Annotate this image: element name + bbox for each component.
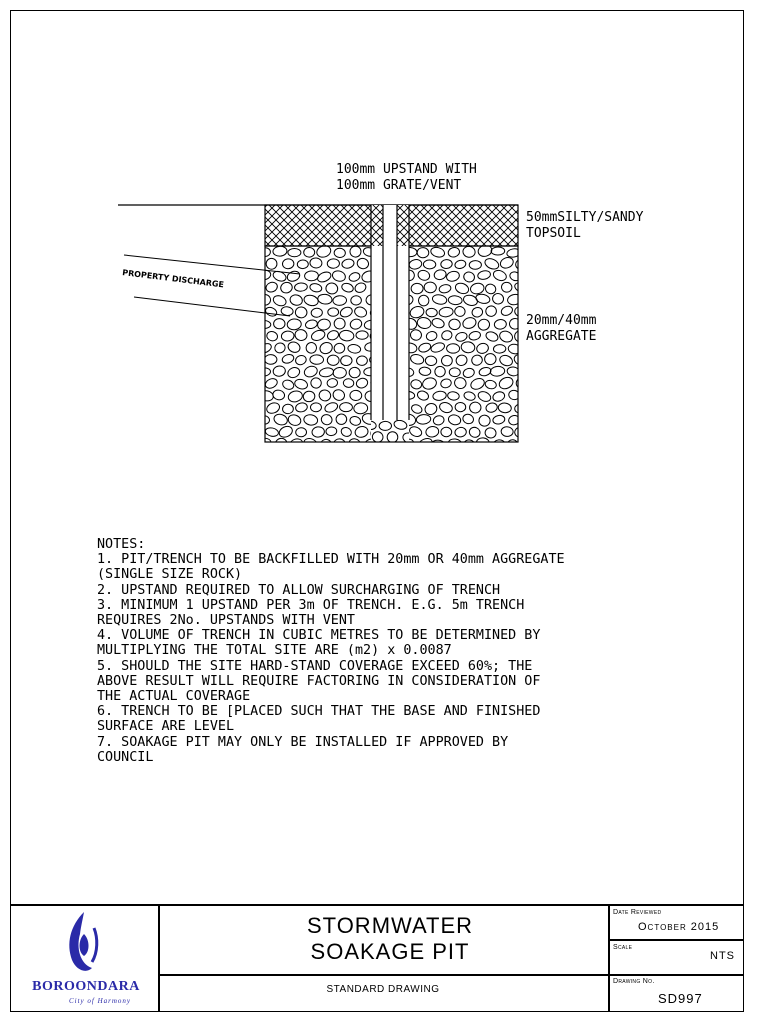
aggregate-stone — [434, 366, 446, 378]
aggregate-stone — [447, 391, 460, 401]
aggregate-stone — [410, 379, 422, 390]
aggregate-stones-left — [257, 244, 386, 452]
aggregate-stone — [478, 366, 492, 377]
aggregate-stone — [498, 402, 512, 413]
aggregate-stone — [508, 317, 521, 330]
aggregate-stone — [297, 260, 308, 269]
aggregate-stone — [455, 331, 469, 342]
aggregate-stone — [354, 425, 369, 438]
aggregate-stone — [417, 247, 429, 258]
date-reviewed-value: October 2015 — [638, 921, 720, 933]
aggregate-stone — [426, 308, 438, 317]
aggregate-stone — [469, 282, 485, 295]
note-line: SURFACE ARE LEVEL — [97, 719, 235, 735]
aggregate-stone — [279, 281, 293, 294]
aggregate-stone — [501, 426, 514, 437]
aggregate-stone — [294, 378, 309, 391]
aggregate-stone — [272, 365, 286, 377]
aggregate-stone — [324, 401, 339, 414]
aggregate-stone — [356, 257, 370, 270]
aggregate-stone — [483, 257, 500, 271]
aggregate-stone — [409, 353, 424, 365]
aggregate-stone — [310, 377, 323, 390]
aggregate-stone — [294, 354, 307, 366]
aggregate-stone — [311, 426, 325, 438]
aggregate-stone — [327, 355, 339, 366]
aggregate-stone — [316, 270, 332, 284]
aggregate-stone — [347, 344, 361, 354]
aggregate-stone — [272, 294, 288, 308]
aggregate-stone — [326, 378, 338, 388]
scale-value: NTS — [710, 950, 735, 962]
aggregate-stone — [304, 341, 318, 355]
aggregate-stone — [506, 248, 521, 258]
aggregate-stone — [339, 330, 354, 342]
aggregate-stone — [421, 376, 438, 391]
aggregate-stone — [485, 402, 498, 414]
aggregate-stone — [333, 367, 347, 378]
aggregate-stone — [514, 331, 526, 342]
aggregate-stone — [494, 319, 507, 330]
aggregate-stone — [351, 296, 362, 306]
aggregate-stone — [265, 401, 281, 415]
aggregate-stone — [356, 356, 367, 366]
aggregate-stone — [274, 319, 285, 329]
aggregate-stone — [461, 341, 476, 354]
aggregate-stone — [493, 439, 506, 450]
aggregate-stone — [484, 283, 497, 296]
aggregate-stone — [294, 282, 307, 291]
aggregate-stone — [432, 440, 445, 448]
aggregate-stone — [439, 307, 454, 318]
aggregate-stone — [470, 354, 483, 367]
aggregate-stone — [339, 305, 354, 318]
aggregate-stone — [294, 328, 308, 341]
aggregate-stone — [463, 439, 475, 450]
aggregate-stone — [325, 282, 339, 295]
scale-label: Scale — [613, 944, 633, 951]
aggregate-stone — [354, 281, 368, 294]
aggregate-stone — [326, 427, 338, 437]
aggregate-stone — [264, 355, 277, 365]
title-block — [10, 904, 744, 1012]
aggregate-stone — [461, 316, 477, 330]
aggregate-stone — [507, 293, 523, 306]
aggregate-stone — [410, 329, 422, 340]
aggregate-stone — [416, 389, 430, 401]
aggregate-stone — [272, 389, 286, 401]
aggregate-stone — [500, 304, 514, 317]
aggregate-stone — [287, 390, 303, 404]
upstand-label-line1: 100mm UPSTAND WITH — [336, 162, 477, 177]
aggregate-stone — [515, 376, 529, 390]
aggregate-stone — [515, 258, 530, 271]
note-line: 1. PIT/TRENCH TO BE BACKFILLED WITH 20mm OR 40mm AGGREGATE — [97, 552, 565, 568]
aggregate-stone — [319, 367, 334, 378]
aggregate-stone — [408, 425, 423, 438]
aggregate-stone — [500, 281, 512, 293]
aggregate-stone — [492, 414, 505, 425]
aggregate-stone — [317, 318, 332, 331]
aggregate-stone — [431, 317, 446, 329]
aggregate-stone — [310, 403, 321, 412]
aggregate-stone — [320, 413, 334, 427]
aggregate-stone — [350, 246, 362, 258]
aggregate-stone — [353, 402, 368, 414]
aggregate-stone — [348, 438, 360, 448]
aggregate-stone — [328, 308, 339, 317]
aggregate-stone — [318, 341, 334, 356]
aggregate-stone — [350, 390, 362, 401]
aggregate-stone — [454, 426, 467, 437]
aggregate-stone — [287, 413, 303, 427]
aggregate-stone — [416, 414, 431, 425]
aggregate-stone — [493, 344, 506, 353]
note-line: THE ACTUAL COVERAGE — [97, 689, 251, 705]
aggregate-stone — [468, 330, 481, 341]
aggregate-stone — [417, 294, 431, 308]
title-block-divider — [608, 939, 744, 941]
aggregate-stone — [432, 294, 448, 306]
drawing-number-label: Drawing No. — [613, 978, 655, 985]
aggregate-stone — [333, 295, 347, 305]
aggregate-stone — [463, 271, 476, 284]
drawing-title-line1: STORMWATER — [306, 913, 474, 938]
aggregate-stone — [440, 378, 453, 389]
aggregate-stone — [454, 353, 468, 367]
aggregate-stone — [349, 415, 362, 426]
aggregate-stone — [257, 367, 271, 376]
aggregate-stone — [454, 281, 470, 295]
aggregate-stone — [441, 427, 452, 437]
aggregate-stone — [281, 330, 295, 341]
date-reviewed-label: Date Reviewed — [613, 909, 662, 916]
note-line: 7. SOAKAGE PIT MAY ONLY BE INSTALLED IF APPROVED BY — [97, 734, 509, 750]
aggregate-stone — [349, 367, 361, 378]
aggregate-stone — [448, 295, 463, 305]
aggregate-stone — [348, 271, 361, 283]
aggregate-stone — [492, 269, 508, 283]
aggregate-stone — [513, 281, 529, 294]
aggregate-stone — [515, 404, 526, 414]
aggregate-stone — [273, 413, 289, 427]
aggregate-stone — [490, 366, 505, 377]
aggregate-stone — [286, 340, 301, 354]
aggregate-stone — [282, 404, 293, 414]
aggregate-stone — [257, 320, 271, 328]
aggregate-stone — [281, 378, 295, 390]
aggregate-stone — [468, 426, 482, 439]
aggregate-stone — [401, 438, 415, 450]
aggregate-stone — [273, 246, 288, 257]
aggregate-stone — [265, 427, 280, 438]
aggregate-stone — [303, 364, 319, 378]
aggregate-stone — [471, 306, 484, 318]
aggregate-stone — [288, 437, 304, 451]
aggregate-stone — [349, 318, 363, 331]
aggregate-stone — [302, 437, 319, 452]
aggregate-stone — [289, 294, 303, 307]
aggregate-stone — [295, 427, 306, 437]
aggregate-label-line2: AGGREGATE — [526, 329, 597, 344]
aggregate-stone — [430, 246, 446, 259]
aggregate-stone — [258, 415, 270, 425]
aggregate-stone — [454, 305, 467, 317]
note-line: MULTIPLYING THE TOTAL SITE ARE (m2) x 0.0087 — [97, 643, 452, 659]
aggregate-stone — [387, 432, 398, 443]
title-block-divider — [158, 904, 160, 1012]
aggregate-stone — [477, 318, 491, 331]
aggregate-stone — [259, 390, 275, 402]
aggregate-stone — [462, 413, 475, 425]
aggregate-stone — [303, 390, 316, 402]
aggregate-stone — [288, 249, 301, 257]
boroondara-logo-icon — [58, 908, 108, 980]
notes-block — [97, 537, 657, 765]
aggregate-stone — [485, 330, 500, 343]
aggregate-stone — [408, 258, 422, 270]
aggregate-stone — [341, 258, 355, 269]
logo-name: BOROONDARA — [32, 979, 140, 994]
aggregate-stone — [265, 257, 278, 270]
aggregate-stone — [514, 427, 526, 438]
note-line: REQUIRES 2No. UPSTANDS WITH VENT — [97, 613, 355, 629]
aggregate-stone — [438, 401, 453, 414]
aggregate-stone — [463, 391, 476, 402]
aggregate-stone — [424, 282, 437, 294]
aggregate-stone — [318, 388, 333, 402]
aggregate-stone — [343, 379, 354, 388]
note-line: 5. SHOULD THE SITE HARD-STAND COVERAGE EXCEED 60%; THE — [97, 658, 533, 674]
drawing-number-value: SD997 — [658, 991, 703, 1006]
aggregate-stone — [417, 269, 431, 282]
aggregate-stone — [286, 366, 301, 380]
logo-tagline: City of Harmony — [68, 997, 132, 1005]
aggregate-stone — [287, 318, 302, 330]
aggregate-stone — [448, 438, 462, 448]
aggregate-stone — [309, 257, 322, 268]
aggregate-stone — [484, 379, 497, 390]
aggregate-stone — [432, 414, 445, 426]
aggregate-stone — [363, 437, 379, 451]
aggregate-stone — [432, 390, 447, 401]
aggregate-stone — [411, 283, 423, 294]
aggregate-stone — [476, 437, 490, 449]
aggregate-stone — [331, 269, 347, 283]
aggregate-stone — [441, 355, 453, 367]
aggregate-stone — [423, 260, 436, 269]
aggregate-stone — [447, 246, 461, 258]
note-line: 4. VOLUME OF TRENCH IN CUBIC METRES TO BE DETERMINED BY — [97, 628, 541, 644]
aggregate-stone — [340, 403, 353, 412]
aggregate-stone — [286, 270, 301, 283]
aggregate-stone — [304, 271, 318, 281]
aggregate-stone — [417, 437, 434, 452]
aggregate-stone — [507, 343, 521, 355]
aggregate-stone — [305, 319, 319, 330]
aggregate-stone — [498, 354, 514, 368]
aggregate-stone — [410, 403, 423, 415]
aggregate-stone — [393, 419, 408, 430]
aggregate-stone — [507, 440, 518, 451]
aggregate-stone — [477, 270, 491, 281]
aggregate-stone — [492, 390, 506, 402]
aggregate-stone — [484, 427, 497, 439]
aggregate-stone — [340, 355, 352, 365]
aggregate-stone — [419, 367, 431, 376]
note-line: 3. MINIMUM 1 UPSTAND PER 3m OF TRENCH. E.G. 5m TRENCH — [97, 597, 525, 613]
aggregate-stone — [303, 414, 318, 426]
aggregate-stone — [455, 402, 466, 411]
soakage-pit-diagram — [0, 0, 768, 480]
aggregate-stone — [353, 305, 368, 318]
aggregate-stone — [341, 282, 355, 294]
title-block-divider — [608, 904, 610, 1012]
aggregate-stone — [416, 316, 432, 330]
aggregate-stone — [363, 420, 376, 430]
aggregate-stone — [264, 306, 278, 318]
aggregate-stone — [310, 329, 326, 343]
aggregate-stone — [401, 431, 416, 445]
aggregate-stone — [448, 318, 461, 330]
property-discharge-label: PROPERTY DISCHARGE — [121, 268, 225, 290]
aggregate-stone — [334, 318, 346, 330]
aggregate-stone — [509, 270, 522, 282]
aggregate-label-line1: 20mm/40mm — [526, 313, 597, 328]
aggregate-stone — [417, 342, 431, 354]
drawing-title-line2: SOAKAGE PIT — [310, 939, 470, 964]
aggregate-stone — [281, 353, 295, 364]
title-block-top-border — [10, 904, 744, 906]
topsoil-label-line2: TOPSOIL — [526, 226, 581, 241]
notes-heading: NOTES: — [97, 537, 146, 552]
aggregate-stone — [335, 413, 347, 425]
aggregate-stone — [334, 343, 346, 354]
aggregate-stone — [275, 438, 287, 448]
note-line: (SINGLE SIZE ROCK) — [97, 567, 243, 583]
aggregate-stone — [492, 292, 505, 305]
aggregate-stone — [514, 306, 528, 317]
aggregate-stone — [484, 353, 497, 365]
aggregate-stone — [469, 261, 481, 270]
drawing-subtitle: STANDARD DRAWING — [326, 984, 440, 995]
aggregate-stone — [476, 342, 490, 355]
aggregate-stone — [295, 307, 307, 319]
aggregate-stone — [469, 376, 486, 391]
aggregate-stone — [310, 355, 324, 365]
aggregate-stone — [333, 439, 345, 450]
aggregate-stone — [425, 426, 439, 438]
aggregate-stone — [433, 269, 447, 281]
aggregate-stone — [454, 259, 467, 269]
aggregate-stone — [282, 258, 294, 269]
aggregate-stone — [266, 330, 279, 342]
aggregate-stone — [331, 388, 346, 402]
note-line: ABOVE RESULT WILL REQUIRE FACTORING IN CONSIDERATION OF — [97, 673, 541, 689]
aggregate-stone — [453, 376, 468, 390]
aggregate-stone — [295, 402, 308, 413]
aggregate-stone — [430, 341, 446, 354]
aggregate-stone — [355, 377, 369, 390]
aggregate-stone — [485, 305, 498, 318]
aggregate-stone — [334, 248, 346, 258]
aggregate-stone — [340, 426, 353, 438]
aggregate-stone — [319, 438, 333, 452]
aggregate-stone — [438, 284, 451, 294]
aggregate-stone — [264, 377, 279, 390]
aggregate-stone — [499, 256, 515, 270]
aggregate-stone — [478, 415, 490, 427]
aggregate-stones-right — [400, 244, 529, 452]
aggregate-stone — [425, 355, 437, 366]
aggregate-stone — [491, 247, 505, 255]
aggregate-stone — [512, 353, 529, 368]
aggregate-stone — [477, 390, 492, 403]
aggregate-stone — [273, 342, 286, 355]
discharge-pipe-bottom — [134, 297, 290, 316]
aggregate-stone — [379, 421, 392, 430]
aggregate-stone — [445, 270, 460, 283]
aggregate-stone — [278, 424, 295, 439]
aggregate-stone — [326, 329, 340, 341]
aggregate-stone — [449, 367, 461, 377]
aggregate-stone — [497, 375, 514, 391]
note-line: COUNCIL — [97, 749, 154, 765]
aggregate-stone — [309, 282, 322, 292]
aggregate-stone — [311, 308, 323, 318]
aggregate-stone — [498, 329, 514, 344]
aggregate-stone — [469, 402, 481, 414]
aggregate-stone — [303, 294, 320, 308]
upstand-label-line2: 100mm GRATE/VENT — [336, 178, 462, 193]
aggregate-stone — [425, 330, 438, 341]
aggregate-stone — [440, 259, 452, 269]
aggregate-stone — [304, 247, 315, 257]
note-line: 2. UPSTAND REQUIRED TO ALLOW SURCHARGING OF TRENCH — [97, 582, 501, 598]
title-block-divider — [158, 974, 744, 976]
aggregate-stone — [327, 259, 340, 269]
aggregate-stone — [447, 344, 460, 354]
aggregate-stone — [356, 331, 368, 340]
aggregate-stone — [440, 329, 453, 341]
note-line: 6. TRENCH TO BE [PLACED SUCH THAT THE BASE AND FINISHED — [97, 704, 541, 720]
aggregate-stone — [265, 281, 279, 294]
aggregate-stone — [462, 245, 476, 258]
topsoil-label-line1: 50mmSILTY/SANDY — [526, 210, 644, 225]
aggregate-stone — [317, 293, 332, 304]
aggregate-stone — [447, 414, 461, 426]
aggregate-stone — [462, 367, 475, 379]
